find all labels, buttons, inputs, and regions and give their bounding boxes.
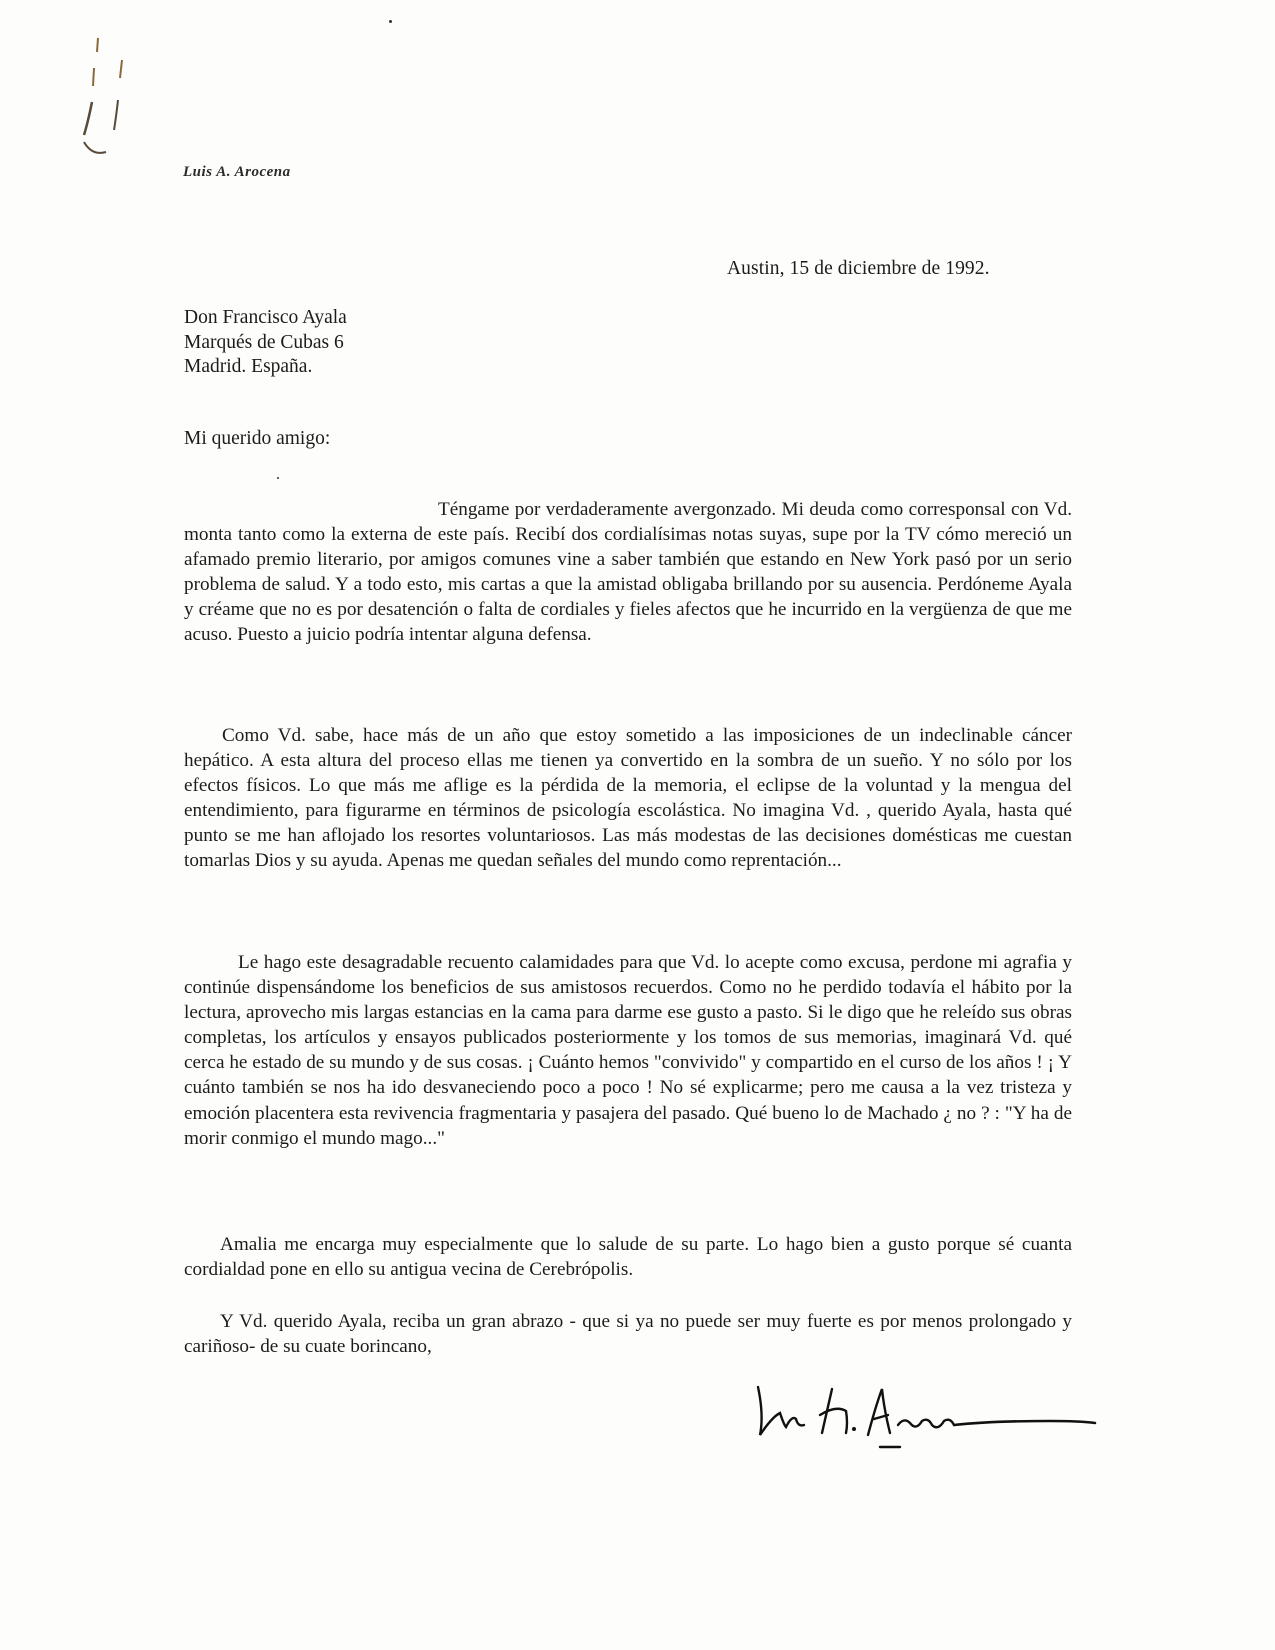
letter-date: Austin, 15 de diciembre de 1992. (727, 258, 990, 279)
address-line: Marqués de Cubas 6 (184, 331, 344, 353)
paperclip-mark (70, 30, 140, 160)
body-paragraph-1: Téngame por verdaderamente avergonzado. Mi deuda como corresponsal con Vd. monta tanto como la externa de este país. Recibí dos cordialísimas notas suyas, supe por la TV cómo mereció un afamado premio literario, por amigos comunes vine a saber también que estando en New York pasó por un serio problema de salud. Y a todo esto, mis cartas a que la amistad obligaba brillando por su ausencia. Perdóneme Ayala y créame que no es por desatención o falta de cordiales y fieles afectos que he incurrido en la vergüenza de que me acuso. Puesto a juicio podría intentar alguna defensa. (184, 499, 1072, 646)
ink-speck (389, 20, 392, 23)
handwritten-signature (750, 1375, 1120, 1455)
ink-speck (277, 477, 279, 479)
body-paragraph-5: Y Vd. querido Ayala, reciba un gran abrazo - que si ya no puede ser muy fuerte es por menos prolongado y cariñoso- de su cuate borincano, (184, 1311, 1072, 1358)
address-line: Madrid. España. (184, 356, 313, 377)
body-paragraph-3: Le hago este desagradable recuento calamidades para que Vd. lo acepte como excusa, perdone mi agrafia y continúe dispensándome los beneficios de sus amistosos recuerdos. Como no he perdido todavía el hábito por la lectura, aprovecho mis largas estancias en la cama para darme ese gusto a pasto. Si le digo que he releído sus obras completas, los artículos y ensayos publicados posteriormente y los tomos de sus memorias, imaginará Vd. qué cerca he estado de su mundo y de sus cosas. ¡ Cuánto hemos "convivido" y compartido en el curso de los años ! ¡ Y cuánto también se nos ha ido desvaneciendo poco a poco ! No sé explicarme; pero me causa a la vez tristeza y emoción placentera esta revivencia fragmentaria y pasajera del pasado. Qué bueno lo de Machado ¿ no ? : "Y ha de morir conmigo el mundo mago..." (184, 952, 1072, 1149)
body-paragraph-2: Como Vd. sabe, hace más de un año que estoy sometido a las imposiciones de un indeclinable cáncer hepático. A esta altura del proceso ellas me tienen ya convertido en la sombra de un sueño. Y no sólo por los efectos físicos. Lo que más me aflige es la pérdida de la memoria, el eclipse de la voluntad y la mengua del entendimiento, para figurarme en términos de psicología escolástica. No imagina Vd. , querido Ayala, hasta qué punto se me han aflojado los resortes voluntariosos. Las más modestas de las decisiones domésticas me cuestan tomarlas Dios y su ayuda. Apenas me quedan señales del mundo como reprentación... (184, 725, 1072, 872)
salutation: Mi querido amigo: (184, 428, 331, 449)
address-line: Don Francisco Ayala (184, 307, 347, 328)
recipient-address (184, 306, 347, 380)
letterhead-name: Luis A. Arocena (183, 164, 291, 180)
body-paragraph-4: Amalia me encarga muy especialmente que lo salude de su parte. Lo hago bien a gusto porque sé cuanta cordialdad pone en ello su antigua vecina de Cerebrópolis. (184, 1234, 1072, 1281)
